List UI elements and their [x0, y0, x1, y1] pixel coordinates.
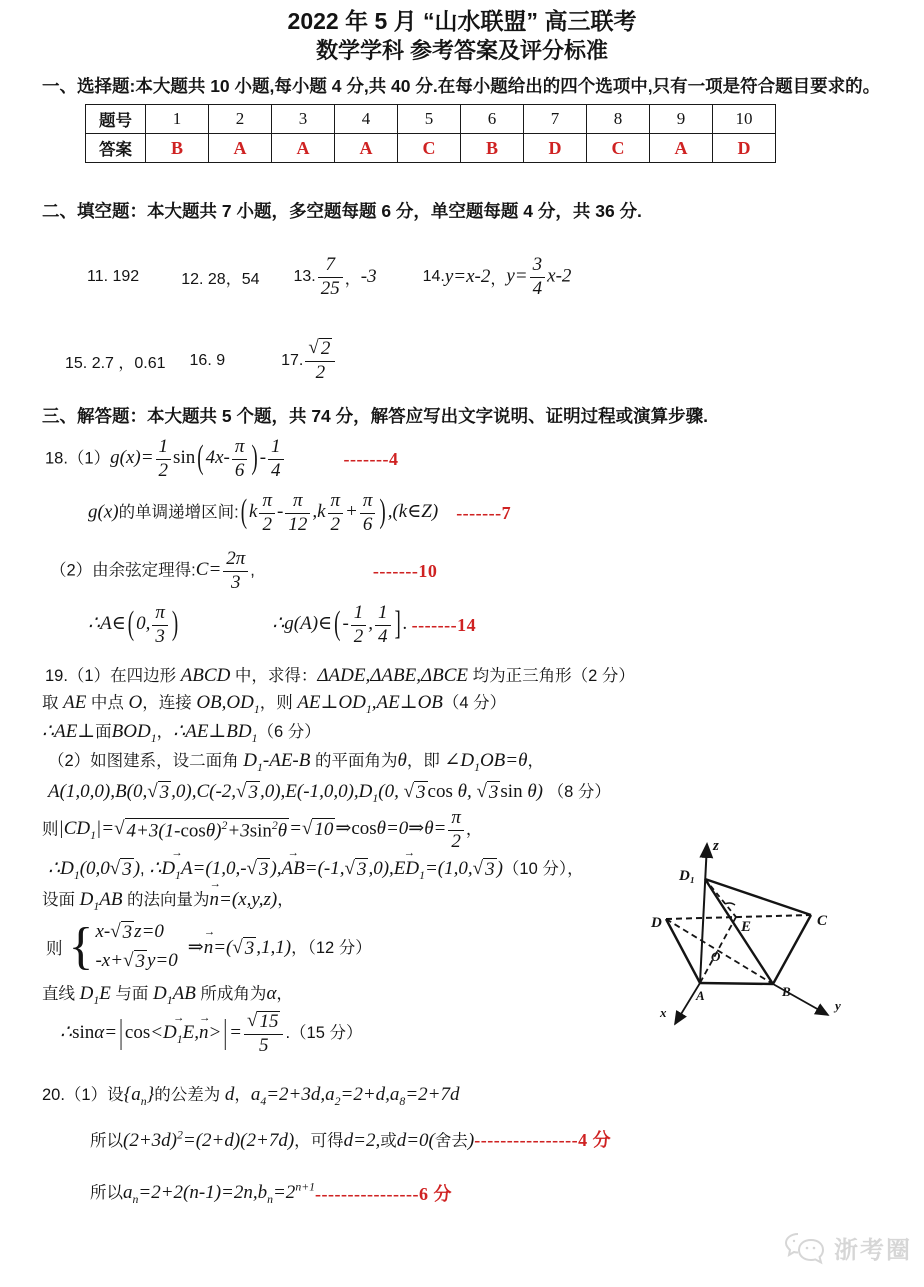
q19-line9: 直线 $D_1E$ 与面 $D_1AB$ 所成角为α，: [42, 982, 293, 1007]
score-mark: -------4: [343, 448, 399, 469]
answer-cell: D: [713, 134, 776, 163]
edge-DA: [666, 919, 700, 983]
q18-formula3: （2）由余弦定理得:C= $\frac{2\pi}{3}$ ,: [50, 547, 255, 593]
q18-formula1: 18.（1）g(x)= $\frac{1}{2}$ sin ( 4x- $\frac{\pi}{6}$ ) - $\frac{1}{4}$: [45, 437, 286, 481]
answer-cell: C: [398, 134, 461, 163]
q18-line3: [50, 545, 924, 597]
answer-cell: B: [461, 134, 524, 163]
section1-heading: 一、选择题:本大题共 10 小题,每小题 4 分,共 40 分.在每小题给出的四个选项中,只有一项是符合题目要求的。: [42, 76, 881, 96]
table-row-numbers: [86, 105, 776, 134]
watermark-text: 浙考圈: [834, 1237, 912, 1264]
table-row-answers: [86, 134, 776, 163]
score-mark: ----------------6 分: [315, 1184, 452, 1204]
angle-arc: [725, 903, 735, 905]
q19-line10: ∴sinα= | $\cos<D_1E \to,n$ →> | = √ 15 5 .（15 分）: [60, 1008, 924, 1060]
case-equation-2: -x+ √ 3 y=0: [95, 950, 178, 972]
row-label-number: 题号: [86, 105, 146, 134]
q18-formula2: g(x)的单调递增区间: ( k $\frac{\pi}{2}$ - $\frac{\pi}{12}$ ,k $\frac{\pi}{2}$ + $\frac{\pi}{6}$ ) ,(k∈Z): [88, 489, 439, 535]
q19-line7: $\therefore D_1(0,0$ √ 3 ), $\therefore D_1A \to=(1,0,-$ √ 3 ),AB →=(-1, √ 3 $,0),ED_1 \to=(1,0$, √ 3 )（10 分），: [48, 852, 924, 885]
label-B: B: [782, 984, 791, 999]
q-number: 10: [713, 105, 776, 134]
score-mark: -------14: [411, 614, 477, 635]
q-number: 3: [272, 105, 335, 134]
q-number: 6: [461, 105, 524, 134]
answer-cell: C: [587, 134, 650, 163]
fill-answer-16: 16. 9: [189, 352, 226, 369]
answer-cell: A: [335, 134, 398, 163]
q-number: 5: [398, 105, 461, 134]
q-number: 2: [209, 105, 272, 134]
edge-D1C: [705, 879, 811, 915]
fill-answer-14: 14. y=x-2 ， y= $\frac{3}{4}$ x-2: [422, 253, 572, 299]
q-number: 9: [650, 105, 713, 134]
z-axis: [700, 844, 707, 983]
answer-cell: B: [146, 134, 209, 163]
q18-formula4b: ∴g(A)∈ ( - $\frac{1}{2}$ , $\frac{1}{4}$ ] .: [272, 601, 408, 647]
q19-line2: 取 AE 中点 O，连接 $OB,OD_1$，则 $AE\perp OD_1,AE\perp OB(4$ 分）: [42, 691, 507, 716]
q19-line3: ∴AE⊥面$BOD_1$，$\therefore AE\perp BD_1(6$ 分）: [42, 720, 321, 745]
q18-line2: [88, 485, 924, 541]
row-label-answer: 答案: [86, 134, 146, 163]
page-subtitle: 数学学科 参考答案及评分标准: [315, 38, 609, 63]
label-C: C: [817, 913, 828, 929]
label-D1: D₁: [679, 868, 696, 884]
edge-DC-dashed: [666, 915, 811, 919]
q-number: 4: [335, 105, 398, 134]
q19-solid-figure: [643, 828, 924, 1040]
q20-line1: 20.（1）设$\{a_n\}$的公差为 d，$a_4=2+3d,a_2=2+d,a_8=2+7d$: [42, 1084, 460, 1108]
fill-answer-15: 15. 2.7 ，0.61: [65, 354, 166, 372]
equation-system: [95, 921, 177, 973]
q-number: 8: [587, 105, 650, 134]
q19-line1: 19.（1）在四边形 ABCD 中，求得：ΔADE,ΔABE,ΔBCE 均为正三角形（2 分）: [45, 665, 635, 686]
edge-BC: [773, 915, 811, 984]
q19-line5: A(1,0,0),B(0, √ 3 ,0),C(-2, √ 3 $,0),E(-1,0,0),D_1(0$, √ 3 cos θ, √ 3 sin θ) （8 分）: [48, 780, 611, 805]
q-number: 1: [146, 105, 209, 134]
edge-D1B: [705, 879, 773, 984]
q18-line4: [88, 597, 924, 653]
score-mark: -------7: [456, 502, 512, 523]
label-y: y: [835, 998, 841, 1013]
section2-heading: 二、填空题：本大题共 7 小题，多空题每题 6 分，单空题每题 4 分，共 36 分.: [42, 201, 642, 221]
section3-heading: 三、解答题：本大题共 5 个题，共 74 分，解答应写出文字说明、证明过程或演算步骤.: [42, 406, 709, 426]
score-mark: ----------------4 分: [474, 1130, 612, 1150]
q20-line3: 所以$a_n=2+2(n-1)=2n,b_n=2^{n+1}$ ----------------6 分: [90, 1180, 452, 1206]
label-A: A: [696, 988, 705, 1003]
page-title: 2022 年 5 月 “山水联盟” 高三联考: [287, 8, 637, 34]
answer-cell: A: [272, 134, 335, 163]
fill-answers-row1: [65, 248, 924, 306]
fill-answer-12: 12. 28，54: [181, 270, 260, 288]
cases-prefix: 则: [46, 940, 63, 958]
q19-line4: （2）如图建系，设二面角 $D_1-AE-B$ 的平面角为θ，即 $\angle D_1OB=\theta$，: [48, 749, 544, 774]
q19-line6: 则$|CD_1|=$ √ $4+3(1-\cos\theta)^2+3\sin^2\theta$ = √ 10 ⇒cosθ=0⇒θ= $\frac{\pi}{2}$ ，: [42, 806, 483, 852]
q19-line8: 设面 $D_1AB$ 的法向量为n →=(x,y,z)，: [42, 885, 924, 915]
answer-cell: D: [524, 134, 587, 163]
q20-line2: 所以$(2+3d)^2=(2+d)(2+7d)$，可得d=2,或d=0(舍去) ----------------4 分: [90, 1122, 924, 1156]
fill-answers-row2: [65, 332, 924, 390]
fill-answer-17: 17. √ 2 2: [281, 338, 337, 383]
watermark: [784, 1230, 912, 1265]
q18-line1: [45, 433, 924, 485]
q18-formula4a: ∴A∈ ( 0, $\frac{\pi}{3}$ ): [88, 601, 179, 647]
answer-cell: A: [650, 134, 713, 163]
fill-answer-11: 11. 192: [87, 268, 140, 285]
label-E: E: [741, 919, 752, 935]
label-O: O: [711, 949, 721, 964]
label-z: z: [713, 838, 719, 854]
answer-table: [85, 104, 776, 163]
cases-result: ⇒n →=( √ 3 ,1,1)，（12 分）: [188, 934, 372, 960]
q19-cases: 则 { x- √ 3 z=0 -x+ √ 3 y=0 ⇒n →=( √ 3 ,1,1)，（12 分）: [46, 915, 924, 979]
case-equation-1: x- √ 3 z=0: [95, 921, 164, 943]
score-mark: -------10: [372, 560, 438, 581]
answer-cell: A: [209, 134, 272, 163]
fill-answer-13: 13. $\frac{7}{25}$ ， -3: [293, 253, 377, 299]
chat-bubbles-icon: [784, 1231, 826, 1265]
label-x: x: [660, 1005, 667, 1020]
q-number: 7: [524, 105, 587, 134]
edge-AB: [700, 983, 773, 984]
label-D: D: [651, 915, 662, 931]
